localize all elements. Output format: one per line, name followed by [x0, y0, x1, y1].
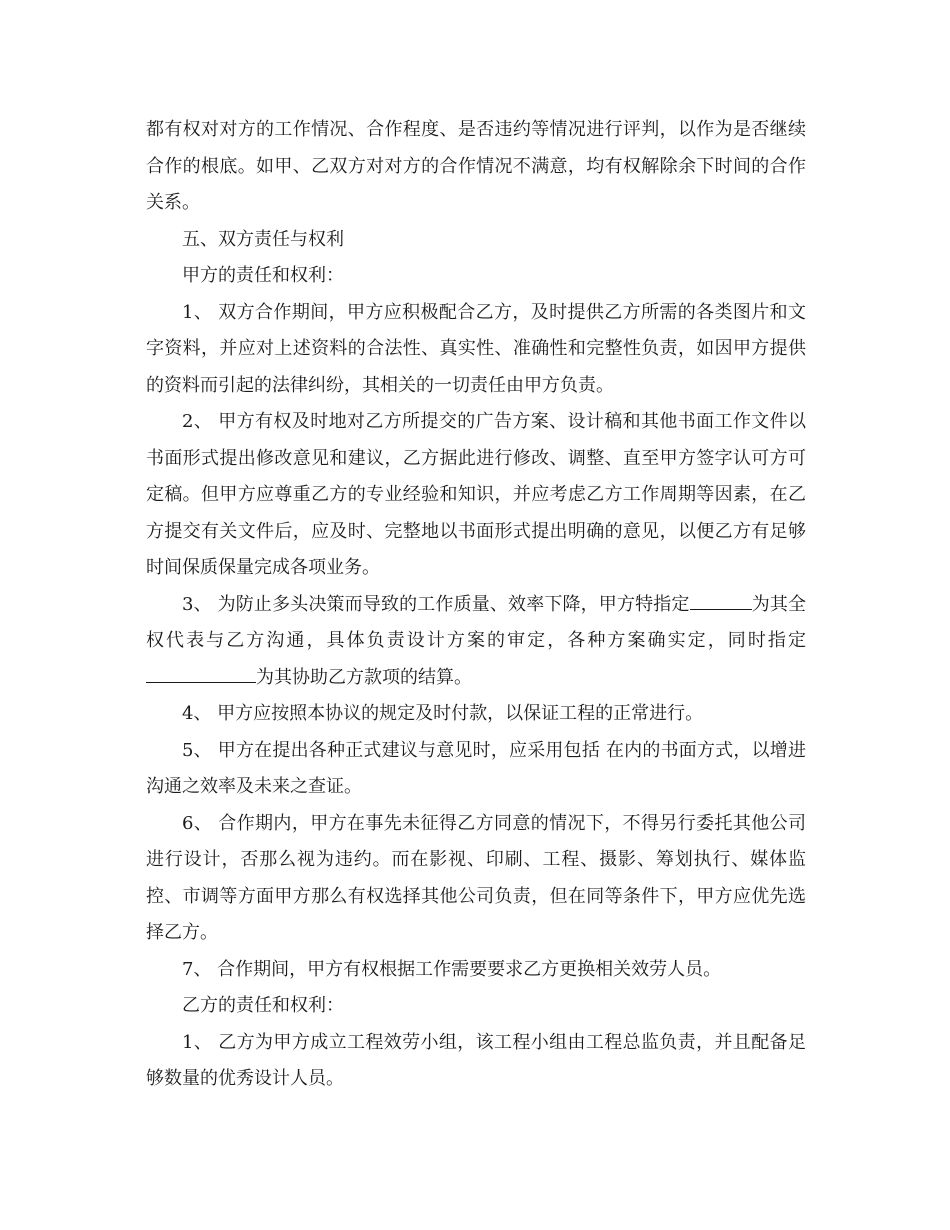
subsection-heading-party-b: 乙方的责任和权利：: [182, 995, 344, 1016]
paragraph-continuation: 都有权对对方的工作情况、合作程度、是否违约等情况进行评判，以作为是否继续合作的根底。如甲、乙双方对对方的合作情况不满意，均有权解除余下时间的合作关系。: [146, 119, 806, 213]
party-a-item-4: 4、 甲方应按照本协议的规定及时付款，以保证工程的正常进行。: [182, 703, 704, 724]
blank-payment-contact: [146, 662, 256, 683]
section-heading: 五、双方责任与权利: [182, 228, 344, 250]
party-a-item-1: 1、 双方合作期间，甲方应积极配合乙方，及时提供乙方所需的各类图片和文字资料，并应对上述资料的合法性、真实性、准确性和完整性负责，如因甲方提供的资料而引起的法律纠纷，其相关的一切责任由甲方负责。: [146, 301, 806, 396]
party-a-item-6: 6、 合作期内，甲方在事先未征得乙方同意的情况下，不得另行委托其他公司进行设计，否那么视为违约。而在影视、印刷、工程、摄影、筹划执行、媒体监控、市调等方面甲方那么有权选择其他公司负责，但在同等条件下，甲方应优先选择乙方。: [146, 812, 806, 943]
subsection-heading-party-a: 甲方的责任和权利：: [182, 265, 344, 286]
document-page: [146, 112, 806, 1098]
blank-representative: [690, 589, 752, 610]
party-a-item-2: 2、 甲方有权及时地对乙方所提交的广告方案、设计稿和其他书面工作文件以书面形式提出修改意见和建议，乙方据此进行修改、调整、直至甲方签字认可方可定稿。但甲方应尊重乙方的专业经验和知识，并应考虑乙方工作周期等因素，在乙方提交有关文件后，应及时、完整地以书面形式提出明确的意见，以便乙方有足够时间保质保量完成各项业务。: [146, 411, 806, 578]
party-a-item-7: 7、 合作期间，甲方有权根据工作需要要求乙方更换相关效劳人员。: [182, 958, 722, 980]
party-a-item-3: [146, 587, 806, 697]
item-3-part-2: 为其全权代表与乙方沟通，具体负责设计方案的审定，各种方案确实定，同时指定: [146, 593, 806, 651]
party-b-item-1: 1、 乙方为甲方成立工程效劳小组，该工程小组由工程总监负责，并且配备足够数量的优秀设计人员。: [146, 1031, 806, 1089]
item-3-part-1: 3、 为防止多头决策而导致的工作质量、效率下降，甲方特指定: [182, 593, 690, 615]
party-a-item-5: 5、 甲方在提出各种正式建议与意见时，应采用包括 在内的书面方式，以增进沟通之效率及未来之查证。: [146, 739, 806, 797]
item-3-part-3: 为其协助乙方款项的结算。: [256, 666, 472, 688]
